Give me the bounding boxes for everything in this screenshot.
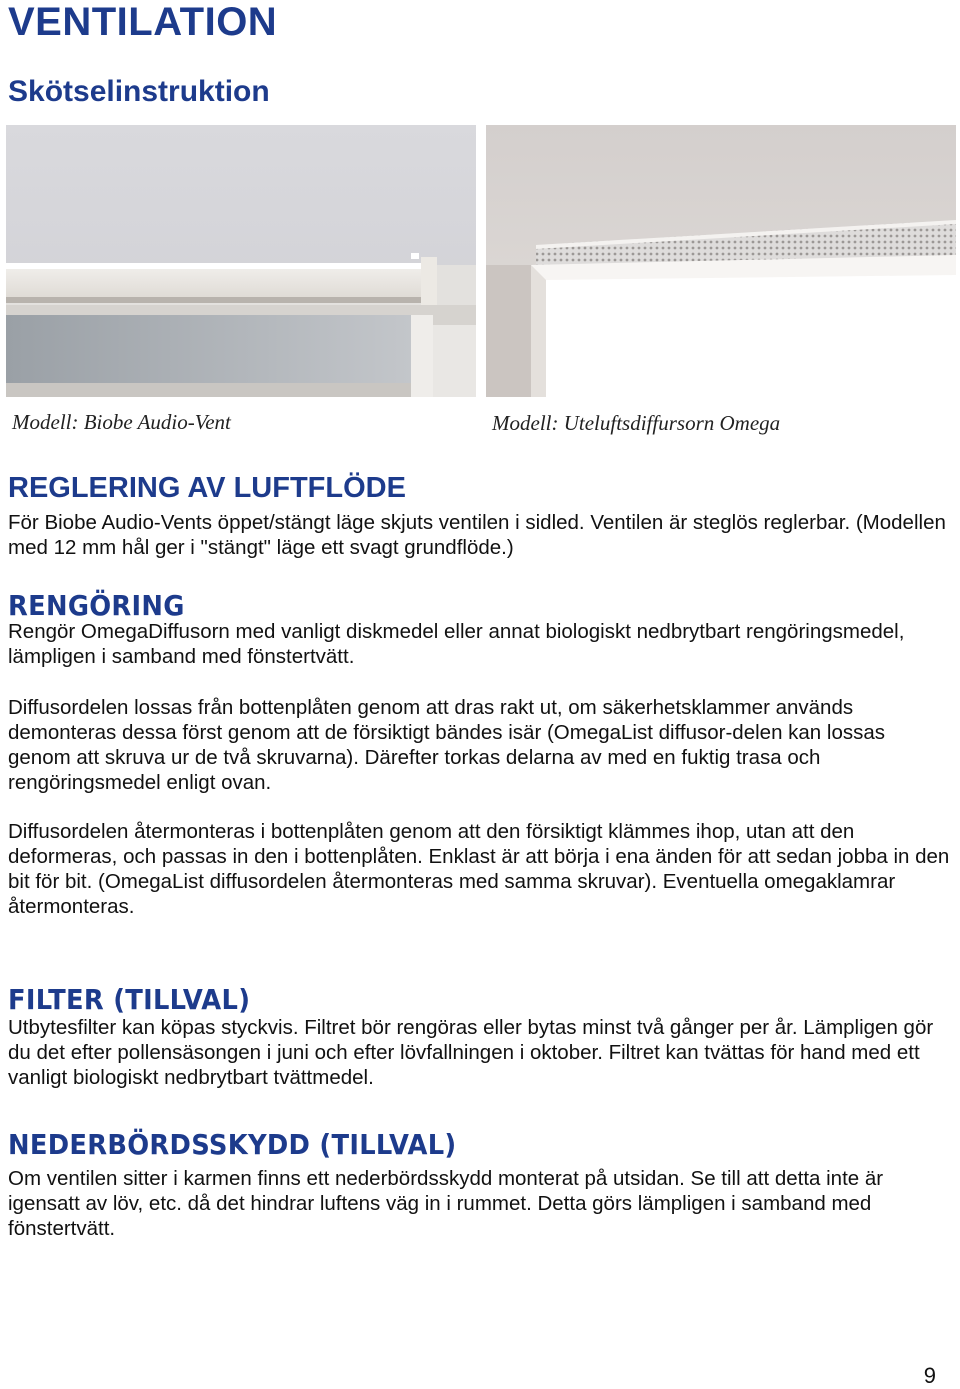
photo-biobe-illustration (6, 125, 476, 397)
photo-biobe-audio-vent (6, 125, 476, 397)
page-number: 9 (923, 1363, 936, 1388)
photo-omega-illustration (486, 125, 956, 397)
photo-caption-omega: Modell: Uteluftsdiffursorn Omega (492, 411, 781, 435)
cleaning-paragraph-3: Diffusordelen återmonteras i bottenplåten genom att den försiktigt klämmes ihop, utan att den deformeras, och passas in den i bottenplåten. Enklast är att börja i ena änden för att sedan jobba in den bit för bit. (OmegaList diffusordelen återmonteras med samma skruvar). Eventuella omegaklamrar återmonteras. (8, 820, 950, 918)
document-subtitle: Skötselinstruktion (8, 75, 270, 108)
document-title: VENTILATION (8, 0, 278, 44)
filter-text: Utbytesfilter kan köpas styckvis. Filtret bör rengöras eller bytas minst två gånger per år. Lämpligen gör du det efter pollensäsongen i juni och efter lövfallningen i oktober. Filtret kan tvättas för hand med ett vanligt biologiskt nedbrytbart tvättmedel. (8, 1016, 934, 1089)
photo-omega-diffuser (486, 125, 956, 397)
heading-regulation: REGLERING AV LUFTFLÖDE (8, 472, 406, 504)
heading-rain-guard: NEDERBÖRDSSKYDD (TILLVAL) (8, 1128, 457, 1161)
photo-caption-biobe: Modell: Biobe Audio-Vent (12, 410, 231, 434)
cleaning-paragraph-1: Rengör OmegaDiffusorn med vanligt diskmedel eller annat biologiskt nedbrytbart rengöringsmedel, lämpligen i samband med fönstertvätt. (8, 620, 905, 668)
cleaning-paragraph-2: Diffusordelen lossas från bottenplåten genom att dras rakt ut, om säkerhetsklammer används demonteras dessa först genom att de försiktigt bändes isär (OmegaList diffusor-delen kan lossas genom att skruva ur de två skruvarna). Därefter torkas delarna av med en fuktig trasa och rengöringsmedel enligt ovan. (8, 696, 886, 794)
regulation-text: För Biobe Audio-Vents öppet/stängt läge skjuts ventilen i sidled. Ventilen är steglös reglerbar. (Modellen med 12 mm hål ger i "stängt" läge ett svagt grundflöde.) (8, 511, 946, 559)
heading-filter: FILTER (TILLVAL) (8, 983, 251, 1016)
rain-guard-text: Om ventilen sitter i karmen finns ett nederbördsskydd monterat på utsidan. Se till att detta inte är igensatt av löv, etc. då det hindrar luftens väg in i rummet. Detta görs lämpligen i samband med fönstertvätt. (8, 1167, 884, 1240)
heading-cleaning: RENGÖRING (8, 589, 185, 622)
